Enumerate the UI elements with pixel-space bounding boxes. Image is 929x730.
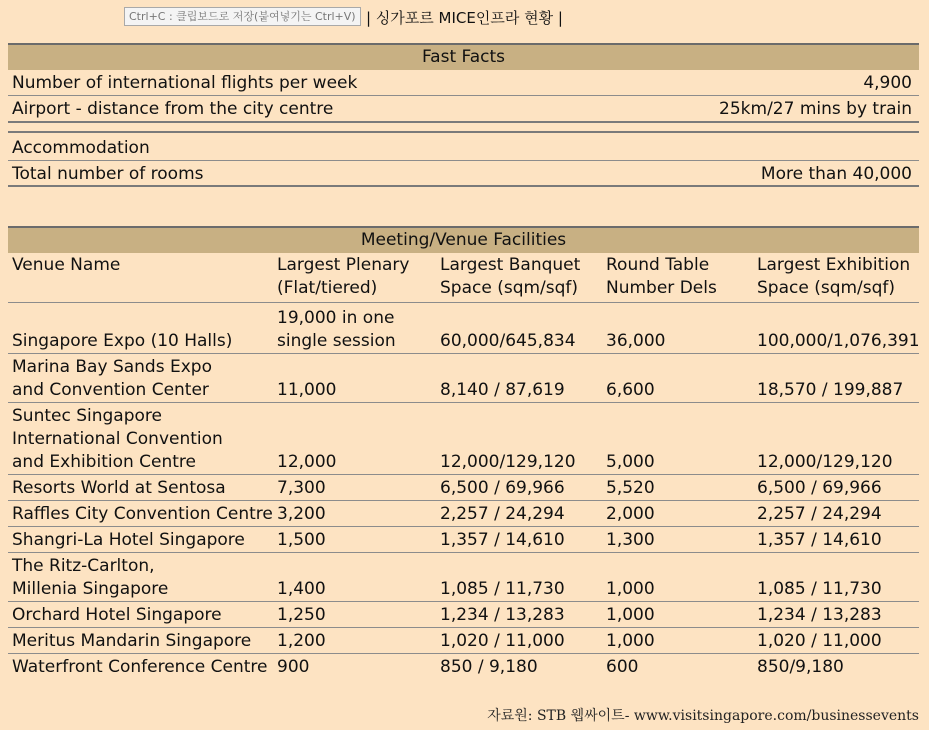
fast-facts-header: Fast Facts [8,43,919,70]
venue-cell-largest-banquet: 60,000/645,834 [440,331,576,351]
venue-cell-venue-name: Resorts World at Sentosa [12,478,226,498]
venue-cell-largest-plenary: 7,300 [277,478,326,498]
venue-cell-round-table: 2,000 [606,504,655,524]
column-header-largest-banquet: Largest Banquet Space (sqm/sqf) [440,255,581,298]
row-divider [8,474,919,475]
venue-cell-venue-name: The Ritz-Carlton, Millenia Singapore [12,556,169,599]
venue-cell-largest-plenary: 900 [277,657,310,677]
venue-cell-largest-banquet: 850 / 9,180 [440,657,538,677]
row-divider [8,552,919,553]
fact-value: More than 40,000 [760,164,912,184]
venue-cell-largest-exhibition: 100,000/1,076,391 [757,331,920,351]
venue-cell-venue-name: Singapore Expo (10 Halls) [12,331,233,351]
section-divider [8,121,919,123]
venue-cell-largest-banquet: 6,500 / 69,966 [440,478,565,498]
venue-cell-round-table: 36,000 [606,331,666,351]
venue-cell-round-table: 1,300 [606,530,655,550]
venue-cell-largest-banquet: 2,257 / 24,294 [440,504,565,524]
venue-cell-largest-exhibition: 1,234 / 13,283 [757,605,882,625]
fact-value: 25km/27 mins by train [719,99,912,119]
copy-tooltip: Ctrl+C : 클립보드로 저장(붙여넣기는 Ctrl+V) [124,7,361,26]
venue-cell-largest-plenary: 3,200 [277,504,326,524]
venue-cell-venue-name: Waterfront Conference Centre [12,657,268,677]
fact-label: Total number of rooms [12,164,204,184]
venue-cell-largest-banquet: 12,000/129,120 [440,452,576,472]
venue-cell-round-table: 1,000 [606,579,655,599]
venue-cell-round-table: 1,000 [606,605,655,625]
venue-cell-round-table: 5,520 [606,478,655,498]
venue-cell-largest-banquet: 1,357 / 14,610 [440,530,565,550]
fact-value: 4,900 [863,73,912,93]
row-divider [8,601,919,602]
venue-cell-round-table: 6,600 [606,380,655,400]
venue-cell-largest-banquet: 1,085 / 11,730 [440,579,565,599]
venue-cell-round-table: 1,000 [606,631,655,651]
row-divider [8,653,919,654]
venue-cell-largest-exhibition: 2,257 / 24,294 [757,504,882,524]
venue-cell-largest-exhibition: 1,085 / 11,730 [757,579,882,599]
column-header-largest-exhibition: Largest Exhibition Space (sqm/sqf) [757,255,911,298]
row-divider [8,160,919,161]
venue-cell-venue-name: Orchard Hotel Singapore [12,605,222,625]
column-header-round-table: Round Table Number Dels [606,255,717,298]
venue-cell-largest-plenary: 1,250 [277,605,326,625]
venue-cell-largest-exhibition: 18,570 / 199,887 [757,380,904,400]
venue-cell-largest-plenary: 1,400 [277,579,326,599]
column-header-largest-plenary: Largest Plenary (Flat/tiered) [277,255,410,298]
venue-cell-largest-banquet: 1,020 / 11,000 [440,631,565,651]
row-divider [8,627,919,628]
venue-cell-venue-name: Raffles City Convention Centre [12,504,273,524]
venue-cell-largest-plenary: 1,500 [277,530,326,550]
section-divider [8,185,919,187]
venue-cell-venue-name: Shangri-La Hotel Singapore [12,530,245,550]
venue-cell-largest-exhibition: 1,020 / 11,000 [757,631,882,651]
row-divider [8,302,919,303]
section-divider [8,131,919,133]
venue-cell-largest-exhibition: 850/9,180 [757,657,844,677]
row-divider [8,402,919,403]
venue-cell-largest-banquet: 1,234 / 13,283 [440,605,565,625]
row-divider [8,500,919,501]
fact-label: Number of international flights per week [12,73,358,93]
fact-label: Airport - distance from the city centre [12,99,334,119]
venue-cell-venue-name: Meritus Mandarin Singapore [12,631,252,651]
venue-cell-largest-banquet: 8,140 / 87,619 [440,380,565,400]
column-header-venue-name: Venue Name [12,255,121,275]
meeting-facilities-header: Meeting/Venue Facilities [8,226,919,253]
venue-cell-largest-plenary: 19,000 in one single session [277,308,396,351]
venue-cell-round-table: 5,000 [606,452,655,472]
venue-cell-largest-plenary: 1,200 [277,631,326,651]
venue-cell-largest-exhibition: 6,500 / 69,966 [757,478,882,498]
accommodation-label: Accommodation [12,138,150,158]
page-title: | 싱가포르 MICE인프라 현황 | [366,9,563,27]
venue-cell-largest-exhibition: 1,357 / 14,610 [757,530,882,550]
venue-cell-largest-exhibition: 12,000/129,120 [757,452,893,472]
venue-cell-venue-name: Suntec Singapore International Convention and Exhibition Centre [12,406,223,472]
row-divider [8,95,919,96]
source-credit: 자료원: STB 웹싸이트- www.visitsingapore.com/businessevents [487,708,919,724]
venue-cell-round-table: 600 [606,657,639,677]
row-divider [8,526,919,527]
venue-cell-largest-plenary: 12,000 [277,452,337,472]
venue-cell-venue-name: Marina Bay Sands Expo and Convention Center [12,357,212,400]
venue-cell-largest-plenary: 11,000 [277,380,337,400]
row-divider [8,353,919,354]
